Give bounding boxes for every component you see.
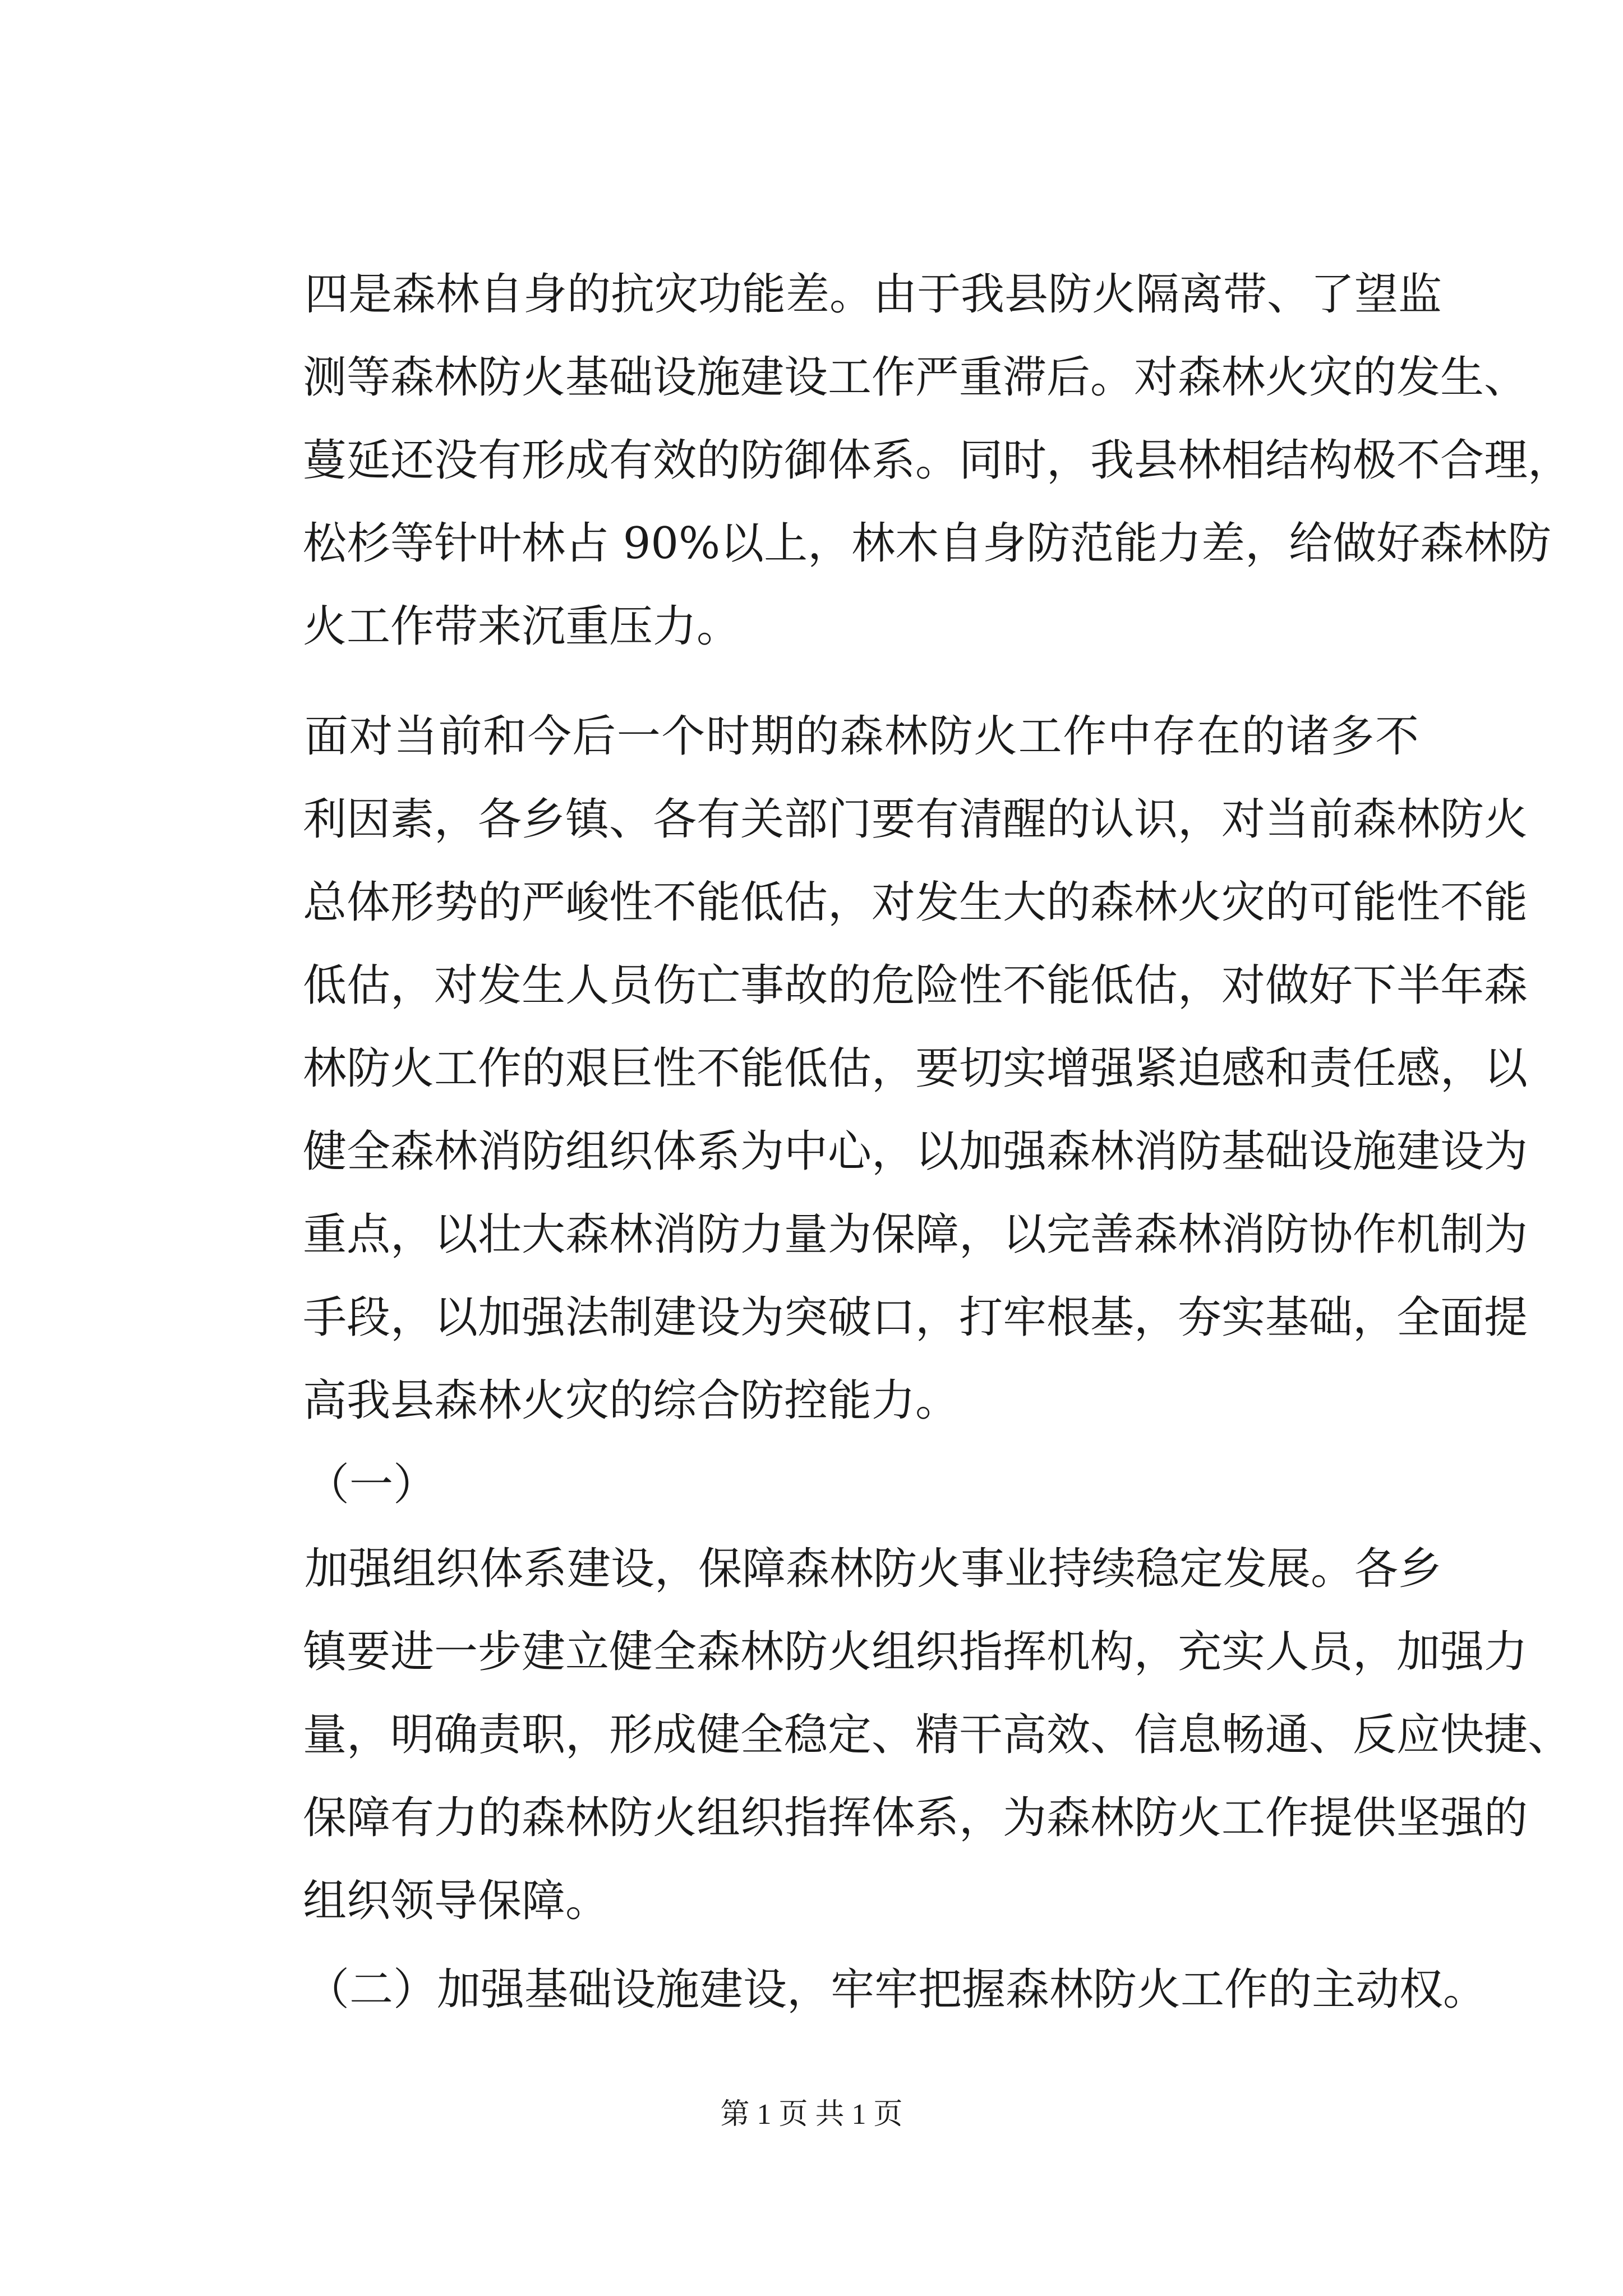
paragraph-2-line-3: 总体形势的严峻性不能低估，对发生大的森林火灾的可能性不能 — [303, 877, 1528, 928]
paragraph-3-line-4: 保障有力的森林防火组织指挥体系，为森林防火工作提供坚强的 — [303, 1793, 1528, 1843]
paragraph-1-line-3: 蔓延还没有形成有效的防御体系。同时，我县林相结构极不合理， — [303, 435, 1572, 486]
paragraph-1-line-5: 火工作带来沉重压力。 — [303, 601, 741, 652]
paragraph-1-line-4: 松杉等针叶林占 90%以上，林木自身防范能力差，给做好森林防 — [303, 518, 1552, 569]
paragraph-2-line-5: 林防火工作的艰巨性不能低估，要切实增强紧迫感和责任感，以 — [303, 1043, 1528, 1094]
section-heading-1: （一） — [306, 1460, 437, 1510]
paragraph-4-line-1: （二）加强基础设施建设，牢牢把握森林防火工作的主动权。 — [306, 1964, 1487, 2015]
paragraph-1-line-1: 四是森林自身的抗灾功能差。由于我县防火隔离带、了望监 — [305, 269, 1442, 320]
paragraph-2-line-7: 重点，以壮大森林消防力量为保障，以完善森林消防协作机制为 — [303, 1209, 1528, 1260]
paragraph-2-line-1: 面对当前和今后一个时期的森林防火工作中存在的诸多不 — [305, 711, 1419, 762]
paragraph-2-line-8: 手段，以加强法制建设为突破口，打牢根基，夯实基础，全面提 — [303, 1292, 1528, 1343]
paragraph-3-line-1: 加强组织体系建设，保障森林防火事业持续稳定发展。各乡 — [305, 1544, 1442, 1594]
paragraph-2-line-6: 健全森林消防组织体系为中心，以加强森林消防基础设施建设为 — [303, 1126, 1528, 1177]
paragraph-3-line-2: 镇要进一步建立健全森林防火组织指挥机构，充实人员，加强力 — [303, 1627, 1528, 1677]
paragraph-1-line-2: 测等森林防火基础设施建设工作严重滞后。对森林火灾的发生、 — [303, 352, 1528, 403]
page-footer: 第 1 页 共 1 页 — [720, 2099, 903, 2131]
paragraph-3-line-5: 组织领导保障。 — [303, 1876, 610, 1926]
paragraph-2-line-2: 利因素，各乡镇、各有关部门要有清醒的认识，对当前森林防火 — [303, 794, 1528, 845]
paragraph-2-line-4: 低估，对发生人员伤亡事故的危险性不能低估，对做好下半年森 — [303, 960, 1528, 1011]
paragraph-3-line-3: 量，明确责职，形成健全稳定、精干高效、信息畅通、反应快捷、 — [303, 1710, 1572, 1760]
paragraph-2-line-9: 高我县森林火灾的综合防控能力。 — [303, 1375, 960, 1426]
